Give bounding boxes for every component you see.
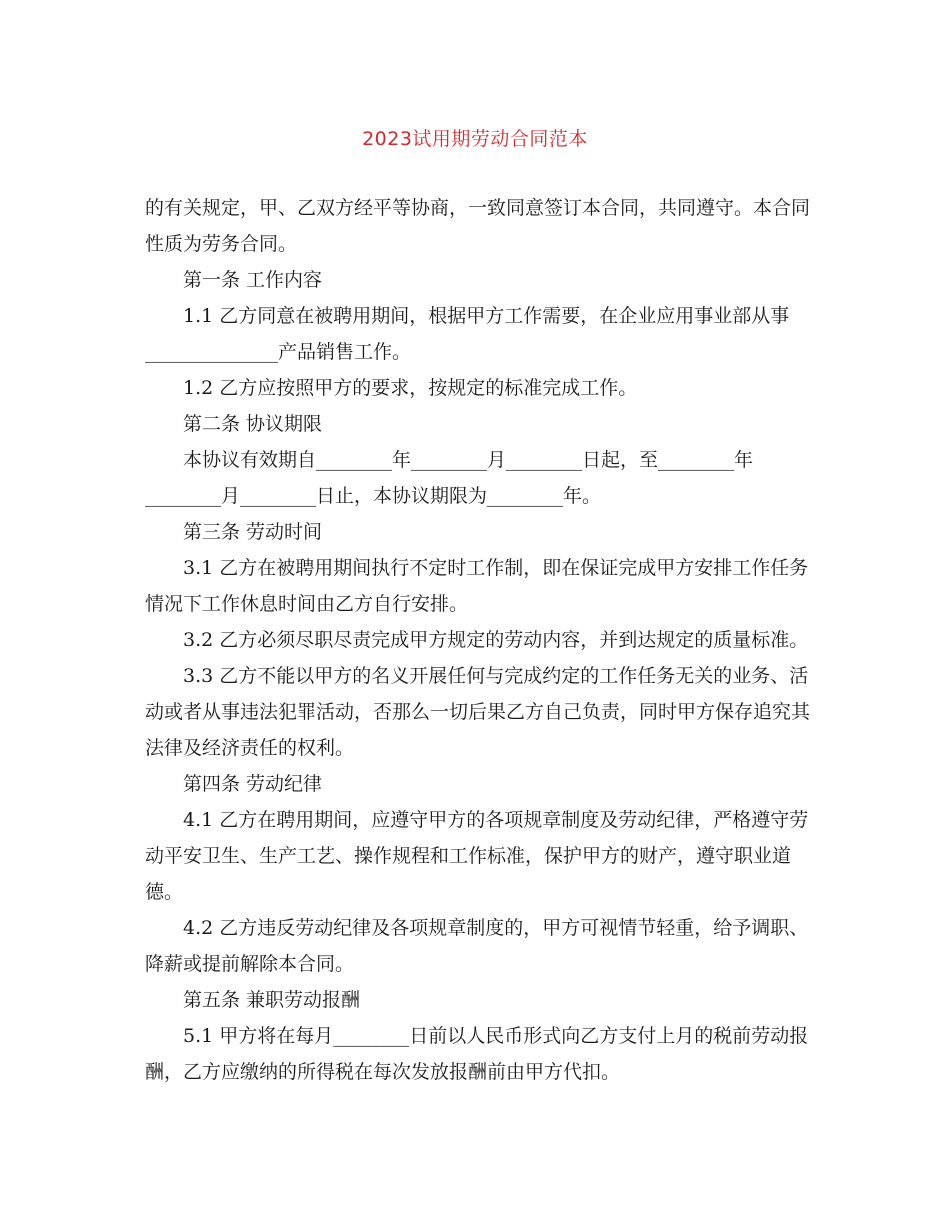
section-heading: 第五条 兼职劳动报酬 xyxy=(183,989,361,1011)
paragraph: 4.1 乙方在聘用期间，应遵守甲方的各项规章制度及劳动纪律，严格遵守劳动平安卫生、生产工艺、操作规程和工作标准，保护甲方的财产，遵守职业道德。 xyxy=(145,809,809,903)
section-heading: 第一条 工作内容 xyxy=(183,269,323,291)
document-title: 2023试用期劳动合同范本 xyxy=(362,128,588,150)
paragraph: 3.1 乙方在被聘用期间执行不定时工作制，即在保证完成甲方安排工作任务情况下工作休息时间由乙方自行安排。 xyxy=(145,557,809,615)
section-heading: 第四条 劳动纪律 xyxy=(183,773,323,795)
paragraph: 1.1 乙方同意在被聘用期间，根据甲方工作需要，在企业应用事业部从事______________产品销售工作。 xyxy=(145,305,790,363)
paragraph: 5.1 甲方将在每月________日前以人民币形式向乙方支付上月的税前劳动报酬，乙方应缴纳的所得税在每次发放报酬前由甲方代扣。 xyxy=(145,1025,809,1083)
section-heading: 第二条 协议期限 xyxy=(183,413,323,435)
paragraph: 4.2 乙方违反劳动纪律及各项规章制度的，甲方可视情节轻重，给予调职、降薪或提前解除本合同。 xyxy=(145,917,809,975)
section-heading: 第三条 劳动时间 xyxy=(183,521,323,543)
paragraph: 的有关规定，甲、乙双方经平等协商，一致同意签订本合同，共同遵守。本合同性质为劳务合同。 xyxy=(145,197,811,255)
document-body xyxy=(145,190,810,1090)
paragraph: 3.2 乙方必须尽职尽责完成甲方规定的劳动内容，并到达规定的质量标准。 xyxy=(183,629,809,651)
paragraph: 3.3 乙方不能以甲方的名义开展任何与完成约定的工作任务无关的业务、活动或者从事违法犯罪活动，否那么一切后果乙方自己负责，同时甲方保存追究其法律及经济责任的权利。 xyxy=(145,665,811,759)
paragraph: 1.2 乙方应按照甲方的要求，按规定的标准完成工作。 xyxy=(183,377,638,399)
paragraph: 本协议有效期自________年________月________日起，至________年________月________日止，本协议期限为________年。 xyxy=(145,449,754,507)
